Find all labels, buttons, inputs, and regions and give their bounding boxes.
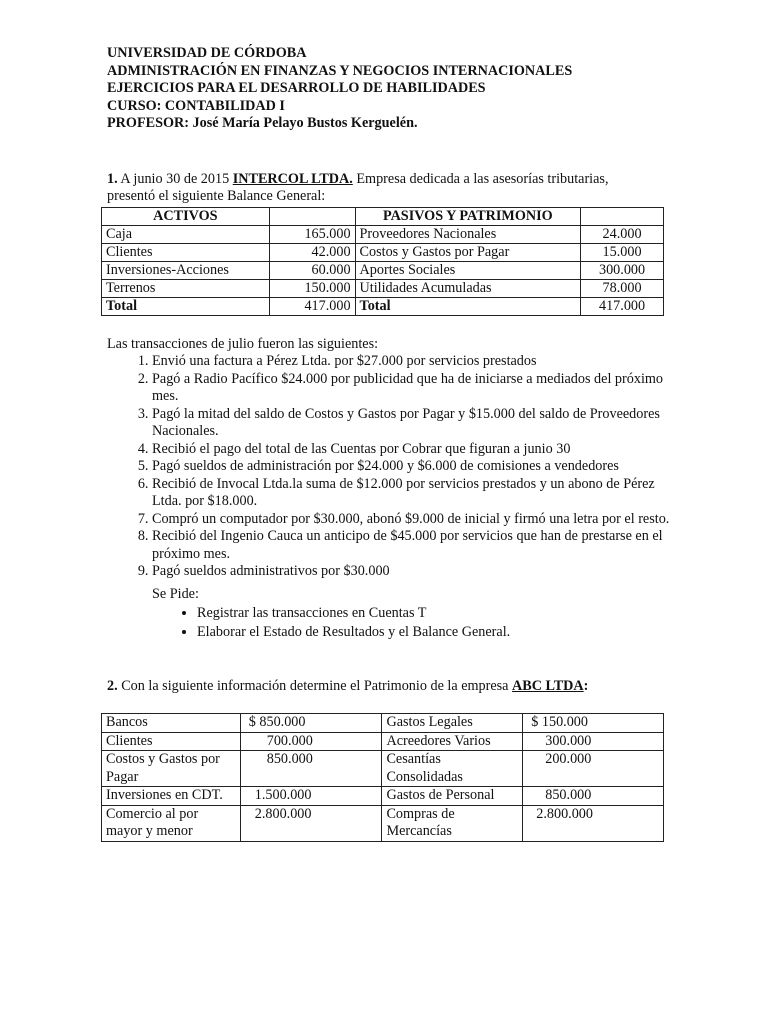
total-assets-label: Total (102, 298, 270, 316)
table-row (102, 805, 664, 841)
account-name: Clientes (102, 732, 241, 751)
liability-name: Costos y Gastos por Pagar (355, 244, 581, 262)
total-liabilities-value: 417.000 (581, 298, 664, 316)
header-program: ADMINISTRACIÓN EN FINANZAS Y NEGOCIOS INTERNACIONALES (107, 62, 573, 79)
account-value: $ 850.000 (240, 714, 382, 733)
liability-name: Aportes Sociales (355, 262, 581, 280)
total-assets-value: 417.000 (269, 298, 355, 316)
asset-value: 42.000 (269, 244, 355, 262)
table-row (102, 751, 664, 787)
balance-sheet-table (101, 207, 664, 316)
header-course: CURSO: CONTABILIDAD I (107, 97, 285, 114)
ex1-intro-b: Empresa dedicada a las asesorías tributarias, (352, 171, 609, 187)
liability-name: Utilidades Acumuladas (355, 280, 581, 298)
table-total-row (102, 298, 664, 316)
ex1-intro-line2: presentó el siguiente Balance General: (107, 188, 326, 204)
se-pide-label: Se Pide: (152, 586, 199, 602)
list-item: • Elaborar el Estado de Resultados y el Balance General. (197, 623, 510, 642)
assets-heading: ACTIVOS (102, 208, 270, 226)
table-row (102, 787, 664, 806)
document-header (107, 45, 572, 133)
table-row (102, 226, 664, 244)
account-name: Compras de Mercancías (382, 805, 523, 841)
ex2-number: 2. (107, 678, 118, 694)
list-item: 6. Recibió de Invocal Ltda.la suma de $12.000 por servicios prestados y un abono de Pérez Ltda. por $18.000. (152, 476, 672, 511)
account-value: 2.800.000 (523, 805, 664, 841)
ex1-company: INTERCOL LTDA. (232, 171, 353, 187)
liability-value: 300.000 (581, 262, 664, 280)
account-name: Costos y Gastos por Pagar (102, 751, 241, 787)
ex2-colon: : (583, 678, 589, 694)
ex2-company: ABC LTDA (512, 678, 584, 694)
account-name: Inversiones en CDT. (102, 787, 241, 806)
table-row (102, 732, 664, 751)
ex2-intro (107, 678, 588, 696)
requirements-list (152, 604, 510, 642)
asset-name: Clientes (102, 244, 270, 262)
ex1-number: 1. (107, 171, 118, 187)
header-exercises: EJERCICIOS PARA EL DESARROLLO DE HABILIDADES (107, 80, 486, 96)
account-name: Cesantías Consolidadas (382, 751, 523, 787)
list-item: 2. Pagó a Radio Pacífico $24.000 por publicidad que ha de iniciarse a mediados del próximo mes. (152, 371, 672, 406)
table-row (102, 714, 664, 733)
asset-value: 165.000 (269, 226, 355, 244)
asset-name: Caja (102, 226, 270, 244)
asset-value: 60.000 (269, 262, 355, 280)
asset-name: Inversiones-Acciones (102, 262, 270, 280)
asset-name: Terrenos (102, 280, 270, 298)
empty-cell (581, 208, 664, 226)
liability-value: 24.000 (581, 226, 664, 244)
account-value: 850.000 (523, 787, 664, 806)
account-name: Bancos (102, 714, 241, 733)
list-item: • Registrar las transacciones en Cuentas T (197, 604, 510, 623)
account-value: 850.000 (240, 751, 382, 787)
account-name: Gastos de Personal (382, 787, 523, 806)
account-value: 200.000 (523, 751, 664, 787)
list-item: 1. Envió una factura a Pérez Ltda. por $27.000 por servicios prestados (152, 353, 672, 371)
ex1-intro-a: A junio 30 de 2015 (117, 171, 233, 187)
account-name: Gastos Legales (382, 714, 523, 733)
transactions-intro: Las transacciones de julio fueron las siguientes: (107, 336, 379, 352)
list-item: 5. Pagó sueldos de administración por $24.000 y $6.000 de comisiones a vendedores (152, 458, 672, 476)
account-value: $ 150.000 (523, 714, 664, 733)
account-value: 2.800.000 (240, 805, 382, 841)
liability-name: Proveedores Nacionales (355, 226, 581, 244)
account-name: Acreedores Varios (382, 732, 523, 751)
table-header-row (102, 208, 664, 226)
account-value: 1.500.000 (240, 787, 382, 806)
list-item: 3. Pagó la mitad del saldo de Costos y Gastos por Pagar y $15.000 del saldo de Proveedores Nacionales. (152, 406, 672, 441)
table-row (102, 280, 664, 298)
ex2-intro-text: Con la siguiente información determine el Patrimonio de la empresa (117, 678, 513, 694)
accounts-table (101, 713, 664, 842)
liability-value: 78.000 (581, 280, 664, 298)
empty-cell (269, 208, 355, 226)
list-item: 7. Compró un computador por $30.000, abonó $9.000 de inicial y firmó una letra por el resto. (152, 511, 672, 529)
table-row (102, 244, 664, 262)
account-value: 700.000 (240, 732, 382, 751)
transactions-list (107, 353, 672, 581)
header-professor: PROFESOR: José María Pelayo Bustos Kerguelén. (107, 115, 418, 131)
liabilities-heading: PASIVOS Y PATRIMONIO (355, 208, 581, 226)
total-liabilities-label: Total (355, 298, 581, 316)
list-item: 9. Pagó sueldos administrativos por $30.000 (152, 563, 672, 581)
list-item: 8. Recibió del Ingenio Cauca un anticipo de $45.000 por servicios que han de prestarse en el próximo mes. (152, 528, 672, 563)
account-name: Comercio al por mayor y menor (102, 805, 241, 841)
header-university: UNIVERSIDAD DE CÓRDOBA (107, 45, 307, 61)
account-value: 300.000 (523, 732, 664, 751)
liability-value: 15.000 (581, 244, 664, 262)
list-item: 4. Recibió el pago del total de las Cuentas por Cobrar que figuran a junio 30 (152, 441, 672, 459)
ex1-intro-line1 (107, 171, 609, 189)
asset-value: 150.000 (269, 280, 355, 298)
table-row (102, 262, 664, 280)
